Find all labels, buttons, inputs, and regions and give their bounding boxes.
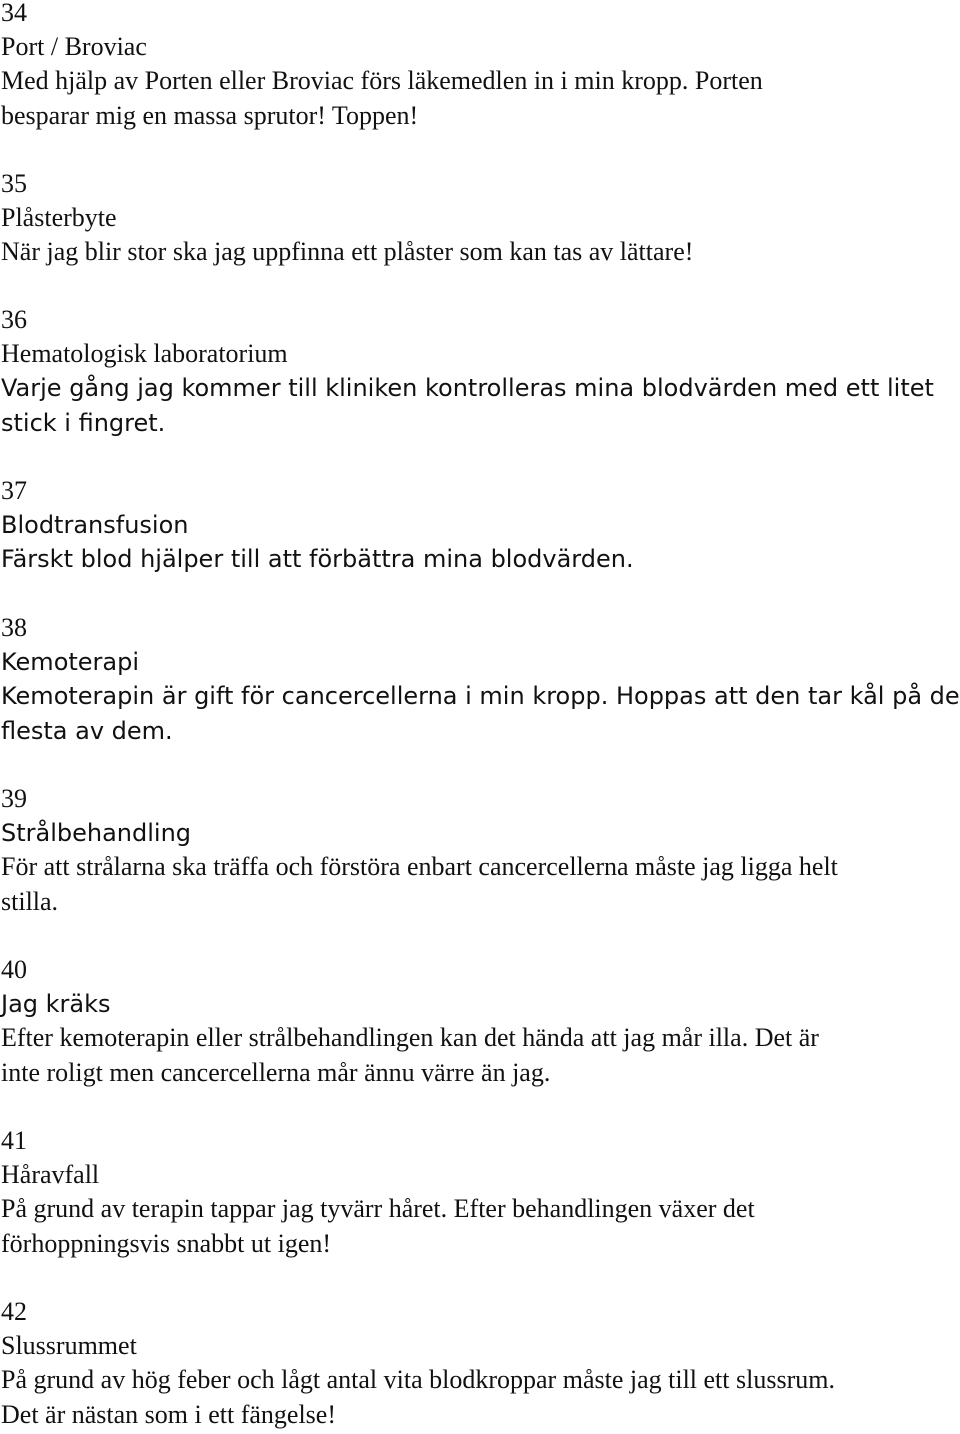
entry-37 [1,474,959,577]
entry-number: 36 [1,305,27,334]
entry-title: Hematologisk laboratorium [1,339,288,369]
entry-41 [1,1124,959,1261]
entry-38 [1,611,959,748]
entry-36 [1,303,959,440]
entry-title: Slussrummet [1,1331,137,1361]
entry-text-line: Färskt blod hjälper till att förbättra mina blodvärden. [1,545,634,574]
entry-42 [1,1295,959,1432]
entry-text-line: besparar mig en massa sprutor! Toppen! [1,100,419,130]
entry-number: 34 [1,0,27,27]
entry-number: 40 [1,955,27,984]
entry-text-line: På grund av hög feber och lågt antal vita blodkroppar måste jag till ett slussrum. [1,1365,835,1395]
entry-number: 37 [1,476,27,505]
entry-title: Strålbehandling [1,819,192,848]
entry-title: Blodtransfusion [1,511,189,540]
entry-39 [1,782,959,919]
entry-text-line: Varje gång jag kommer till kliniken kontrolleras mina blodvärden med ett litet [1,374,934,403]
entry-text-line: På grund av terapin tappar jag tyvärr håret. Efter behandlingen växer det [1,1194,755,1224]
entry-text-line: Kemoterapin är gift för cancercellerna i min kropp. Hoppas att den tar kål på de [1,682,960,711]
entry-title: Jag kräks [1,990,111,1019]
entry-title: Kemoterapi [1,648,140,677]
entry-title: Port / Broviac [1,32,147,62]
entry-text-line: flesta av dem. [1,716,173,745]
entry-text-line: Med hjälp av Porten eller Broviac förs läkemedlen in i min kropp. Porten [1,66,763,96]
entry-title: Plåsterbyte [1,203,117,233]
entry-35 [1,167,959,270]
entry-text-line: förhoppningsvis snabbt ut igen! [1,1228,332,1258]
entry-text-line: När jag blir stor ska jag uppfinna ett plåster som kan tas av lättare! [1,237,694,267]
entry-number: 39 [1,784,27,813]
entry-34 [1,0,959,133]
entry-number: 42 [1,1297,27,1326]
entry-text-line: Efter kemoterapin eller strålbehandlingen kan det hända att jag mår illa. Det är [1,1023,819,1053]
entry-text-line: För att strålarna ska träffa och förstöra enbart cancercellerna måste jag ligga helt [1,852,838,882]
entry-text-line: stilla. [1,886,59,916]
entry-number: 35 [1,169,27,198]
entry-40 [1,953,959,1090]
entry-title: Håravfall [1,1160,100,1190]
entry-text-line: Det är nästan som i ett fängelse! [1,1399,336,1429]
entry-text-line: inte roligt men cancercellerna mår ännu värre än jag. [1,1057,551,1087]
entry-number: 38 [1,613,27,642]
entry-number: 41 [1,1126,27,1155]
entry-text-line: stick i fingret. [1,408,166,437]
